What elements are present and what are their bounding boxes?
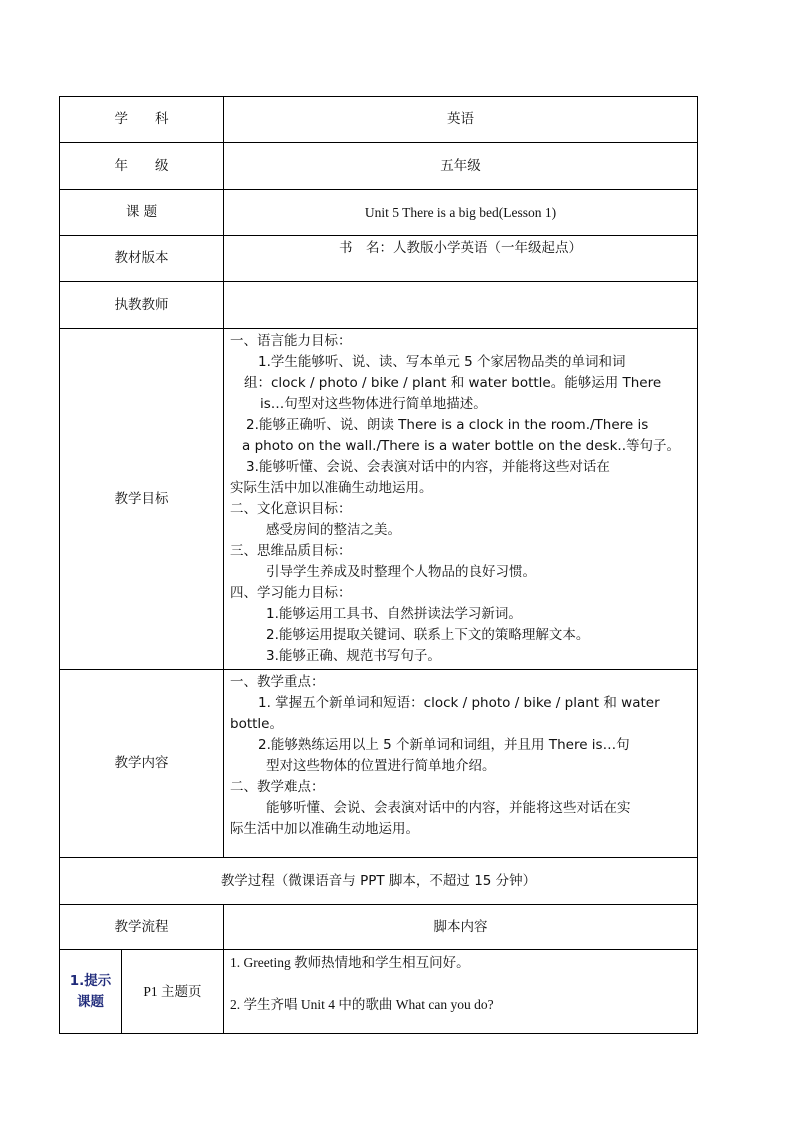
subject-label: 学 科: [60, 97, 224, 143]
objectives-line: 2.能够正确听、说、朗读 There is a clock in the room./There is: [246, 417, 649, 433]
topic-label: 课 题: [60, 190, 224, 236]
objectives-text: [224, 329, 698, 670]
step-script: [224, 950, 698, 1034]
content-line: 型对这些物体的位置进行简单地介绍。: [266, 758, 496, 774]
content-line: 2.能够熟练运用以上 5 个新单词和词组，并且用 There is…句: [258, 737, 630, 753]
row-objectives: [60, 329, 698, 670]
process-title: 教学过程（微课语音与 PPT 脚本，不超过 15 分钟）: [60, 858, 698, 905]
objectives-line: 三、思维品质目标：: [230, 543, 352, 559]
row-teacher: [60, 282, 698, 329]
content-line: 二、教学难点：: [230, 779, 325, 795]
row-content: [60, 670, 698, 858]
flow-header: 教学流程: [60, 905, 224, 950]
row-step-1: [60, 950, 698, 1034]
row-topic: [60, 190, 698, 236]
row-textbook: [60, 236, 698, 282]
step-name-line1: 1.提示: [69, 972, 112, 989]
content-line: 1. 掌握五个新单词和短语：clock / photo / bike / plant 和 water: [258, 695, 660, 711]
teacher-label: 执教教师: [60, 282, 224, 329]
subject-value: 英语: [224, 97, 698, 143]
content-line: bottle。: [230, 716, 283, 732]
objectives-line: 引导学生养成及时整理个人物品的良好习惯。: [266, 564, 536, 580]
objectives-line: 3.能够听懂、会说、会表演对话中的内容，并能将这些对话在: [246, 459, 610, 475]
objectives-line: 1.能够运用工具书、自然拼读法学习新词。: [266, 606, 522, 622]
objectives-line: 组：clock / photo / bike / plant 和 water bottle。能够运用 There: [244, 375, 662, 391]
objectives-line: 3.能够正确、规范书写句子。: [266, 648, 441, 664]
teacher-value: [224, 282, 698, 329]
script-line: 2. 学生齐唱 Unit 4 中的歌曲 What can you do?: [230, 997, 494, 1012]
step-name: [60, 950, 122, 1034]
script-header: 脚本内容: [224, 905, 698, 950]
textbook-label: 教材版本: [60, 236, 224, 282]
objectives-line: 二、文化意识目标：: [230, 501, 352, 517]
objectives-line: 一、语言能力目标：: [230, 333, 352, 349]
content-line: 能够听懂、会说、会表演对话中的内容，并能将这些对话在实: [266, 800, 631, 816]
objectives-line: 四、学习能力目标：: [230, 585, 352, 601]
topic-value: Unit 5 There is a big bed(Lesson 1): [224, 190, 698, 236]
objectives-label: 教学目标: [60, 329, 224, 670]
objectives-line: 1.学生能够听、说、读、写本单元 5 个家居物品类的单词和词: [258, 354, 626, 370]
step-page: P1 主题页: [122, 950, 224, 1034]
content-label: 教学内容: [60, 670, 224, 858]
textbook-value: 书 名：人教版小学英语（一年级起点）: [224, 236, 698, 282]
row-process-title: [60, 858, 698, 905]
objectives-line: 感受房间的整洁之美。: [266, 522, 401, 538]
objectives-line: a photo on the wall./There is a water bottle on the desk..等句子。: [242, 438, 680, 454]
step-name-line2: 课题: [77, 993, 104, 1010]
content-line: 一、教学重点：: [230, 674, 325, 690]
objectives-line: 实际生活中加以准确生动地运用。: [230, 480, 433, 496]
script-line: 1. Greeting 教师热情地和学生相互问好。: [230, 955, 470, 970]
objectives-line: is…句型对这些物体进行简单地描述。: [260, 396, 487, 412]
grade-value: 五年级: [224, 143, 698, 190]
content-line: 际生活中加以准确生动地运用。: [230, 821, 419, 837]
lesson-plan-table: [59, 96, 698, 1034]
objectives-line: 2.能够运用提取关键词、联系上下文的策略理解文本。: [266, 627, 590, 643]
row-subject: [60, 97, 698, 143]
row-grade: [60, 143, 698, 190]
grade-label: 年 级: [60, 143, 224, 190]
row-process-headers: [60, 905, 698, 950]
content-text: [224, 670, 698, 858]
